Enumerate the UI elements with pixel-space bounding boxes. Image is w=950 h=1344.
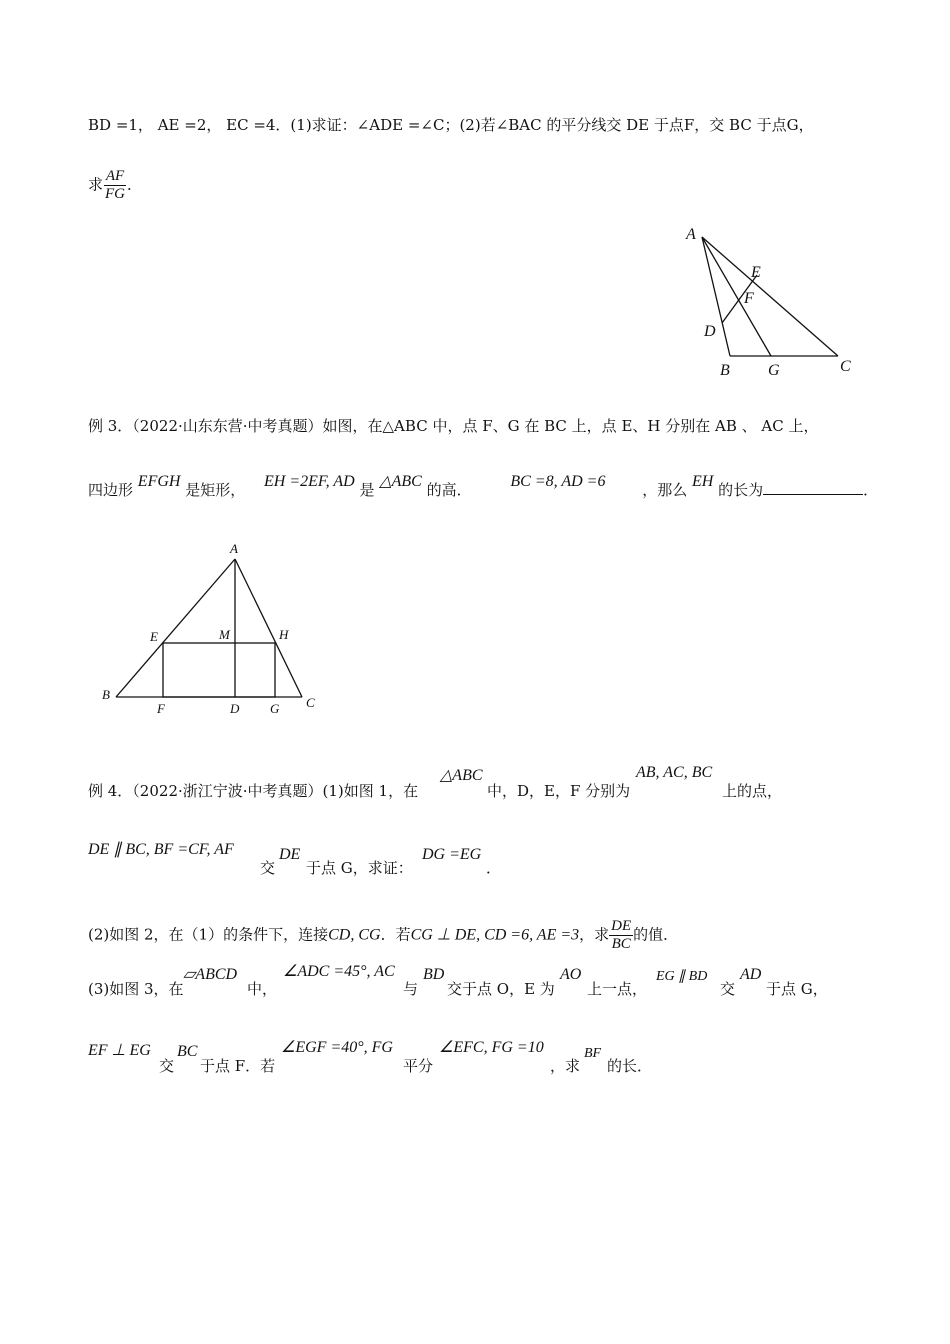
text-segment: 上一点， [587, 980, 648, 998]
text-segment: 的高． [426, 481, 472, 499]
text-segment: ． [486, 859, 502, 877]
math-expression: BC =8, AD =6 [510, 473, 606, 490]
fraction-af-fg [103, 168, 127, 203]
math-expression: EH [692, 473, 714, 490]
math-expression: CG ⊥ DE, CD =6, AE =3 [410, 926, 580, 944]
point-label-g: G [270, 701, 280, 716]
math-expression: BF [584, 1046, 602, 1061]
text-segment: 是 [359, 481, 375, 499]
point-label-e: E [150, 629, 158, 644]
math-expression: EH =2EF, AD [264, 473, 355, 490]
example-4-line-4: (3)如图 3，在 [88, 980, 184, 998]
math-expression: ∠ADC =45°, AC [283, 963, 395, 980]
point-label-e: E [751, 264, 761, 281]
text-segment: 交 [260, 859, 276, 877]
text-segment: 的长为 [718, 481, 764, 499]
vertex-label-a: A [686, 226, 696, 243]
text-segment: 求 [88, 175, 104, 194]
math-expression: AB, AC, BC [636, 764, 713, 781]
triangle-rectangle-figure-2 [95, 535, 335, 725]
point-label-g: G [768, 362, 780, 379]
math-expression: BC [177, 1043, 198, 1060]
point-label-h: H [279, 627, 289, 642]
text-segment: ． [863, 481, 879, 499]
text-segment: 中， [247, 980, 278, 998]
vertex-label-b: B [102, 687, 110, 702]
text-segment: 交 [159, 1057, 175, 1075]
vertex-label-c: C [840, 358, 851, 375]
text-segment: 于点 F．若 [200, 1057, 276, 1075]
text-segment: 的长． [607, 1057, 653, 1075]
text-segment: 交 [720, 980, 736, 998]
text-segment: ． [127, 175, 143, 194]
point-label-f: F [744, 290, 754, 307]
math-expression: ∠EFC, FG =10 [439, 1039, 544, 1056]
text-segment: 的值． [633, 925, 679, 944]
math-expression: EG ∥ BD [656, 969, 708, 984]
math-expression: DE ∥ BC, BF =CF, AF [88, 841, 234, 858]
text-segment: 中，D，E，F 分别为 [487, 782, 631, 800]
fraction-numerator: AF [105, 168, 125, 184]
text-segment: ．若 [380, 925, 411, 944]
text-segment: 于点 G，求证： [306, 859, 413, 877]
text-segment: 四边形 [88, 481, 134, 499]
math-expression: AD [740, 966, 762, 983]
example-4-line-1: 例 4．（2022·浙江宁波·中考真题）(1)如图 1，在 [88, 782, 419, 800]
text-segment: ，那么 [642, 481, 688, 499]
triangle-figure-1 [670, 215, 870, 385]
text-segment: 交于点 O，E 为 [447, 980, 555, 998]
math-expression: BD [423, 966, 445, 983]
math-expression: ▱ABCD [183, 966, 238, 983]
text-segment: 与 [403, 980, 419, 998]
example-3-line-1: 例 3．（2022·山东东营·中考真题）如图，在△ABC 中，点 F、G 在 BC 上，点 E、H 分别在 AB 、 AC 上， [88, 417, 819, 435]
vertex-label-b: B [720, 362, 730, 379]
fraction-de-bc [609, 918, 633, 953]
problem-text-line: BD =1， AE =2， EC =4．(1)求证：∠ADE =∠C；(2)若∠BAC 的平分线交 DE 于点F，交 BC 于点G， [88, 116, 814, 134]
math-expression: EF ⊥ EG [88, 1042, 151, 1059]
text-segment: 是矩形， [185, 481, 246, 499]
math-expression: △ABC [440, 767, 483, 784]
text-segment: (2)如图 2，在（1）的条件下，连接 [88, 925, 329, 944]
math-expression: DE [279, 846, 301, 863]
text-segment: ，求 [550, 1057, 581, 1075]
math-expression: DG =EG [422, 846, 482, 863]
math-expression: AO [560, 966, 582, 983]
vertex-label-a: A [230, 541, 238, 556]
point-label-d: D [230, 701, 240, 716]
point-label-m: M [219, 627, 230, 642]
point-label-f: F [157, 701, 165, 716]
math-expression: △ABC [379, 473, 422, 490]
fraction-denominator: FG [105, 186, 126, 202]
math-expression: ∠EGF =40°, FG [281, 1039, 393, 1056]
point-label-d: D [704, 323, 716, 340]
text-segment: 平分 [403, 1057, 434, 1075]
text-segment: 上的点， [722, 782, 783, 800]
text-segment: ，求 [579, 925, 610, 944]
math-expression: CD, CG [328, 926, 381, 944]
fraction-denominator: BC [611, 936, 631, 952]
example-4-line-3 [88, 918, 678, 953]
fraction-numerator: DE [611, 918, 632, 934]
problem-text-line [88, 168, 142, 203]
example-3-line-2 [88, 473, 879, 501]
answer-blank[interactable] [763, 480, 863, 495]
vertex-label-c: C [306, 695, 315, 710]
text-segment: 于点 G， [766, 980, 828, 998]
math-expression: EFGH [137, 473, 181, 490]
